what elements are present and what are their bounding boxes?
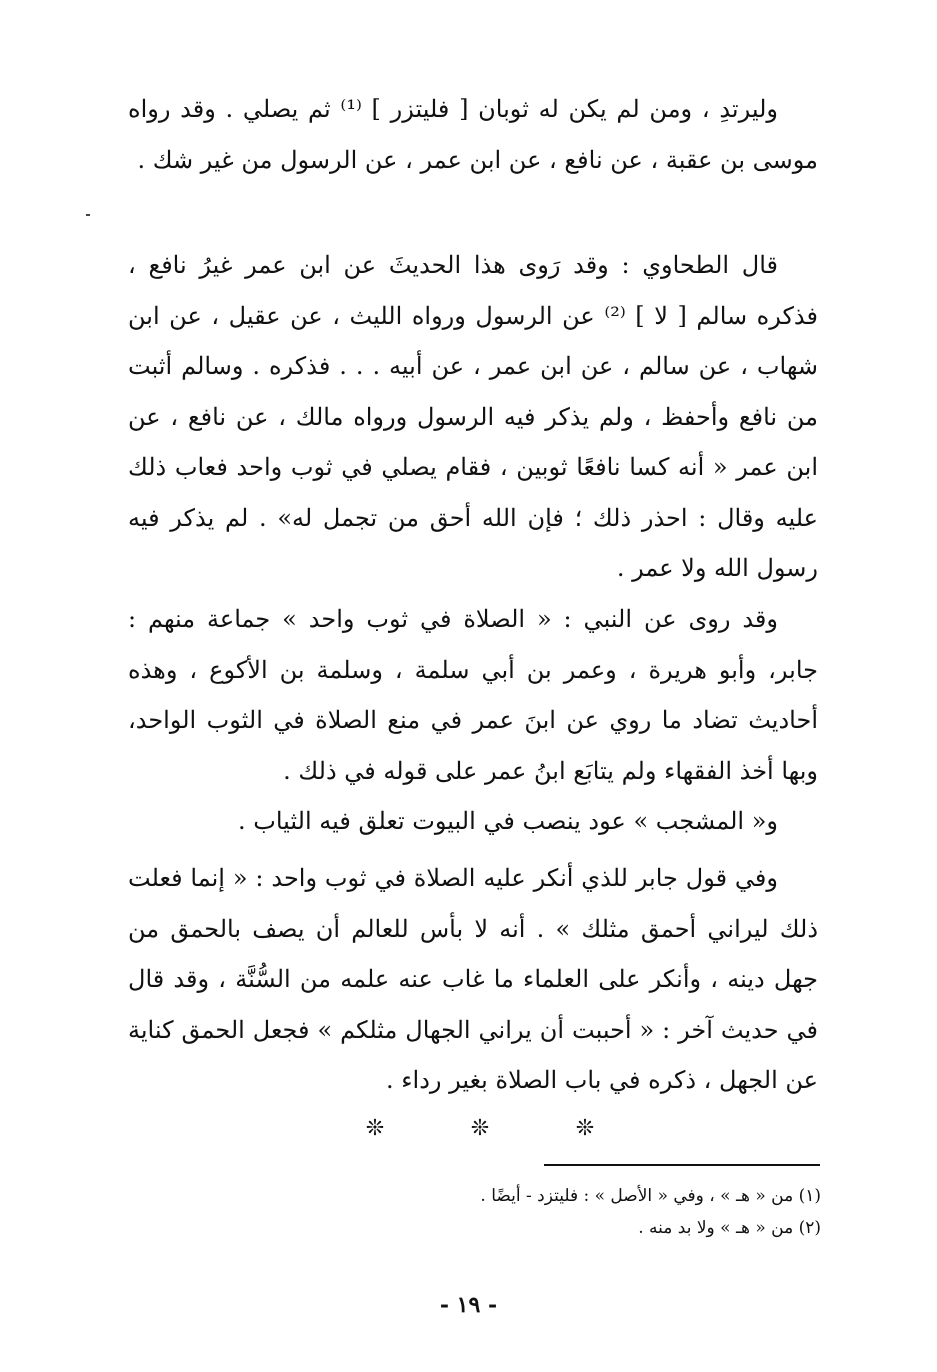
separator-star-2: ❊ bbox=[470, 1116, 490, 1141]
paragraph-1: وليرتدِ ، ومن لم يكن له ثوبان [ فليتزر ] ⁽¹⁾ ثم يصلي . وقد رواه موسى بن عقبة ، عن نافع ، عن ابن عمر ، عن الرسول من غير شك . bbox=[128, 95, 818, 174]
footnotes bbox=[221, 1180, 821, 1244]
paragraph-2: قال الطحاوي : وقد رَوى هذا الحديثَ عن ابن عمر غيرُ نافع ، فذكره سالم [ لا ] ⁽²⁾ عن الرسول ورواه الليث ، عن عقيل ، عن ابن شهاب ، عن سالم ، عن ابن عمر ، عن أبيه . . . فذكره . وسالم أثبت من نافع وأحفظ ، ولم يذكر فيه الرسول ورواه مالك ، عن نافع ، عن ابن عمر « أنه كسا نافعًا ثوبين ، فقام يصلي في ثوب واحد فعاب ذلك عليه وقال : احذر ذلك ؛ فإن الله أحق من تجمل له» . لم يذكر فيه رسول الله ولا عمر . bbox=[128, 251, 818, 582]
paragraph-3: وقد روى عن النبي : « الصلاة في ثوب واحد » جماعة منهم : جابر، وأبو هريرة ، وعمر بن أبي سلمة ، وسلمة بن الأكوع ، وهذه أحاديث تضاد ما روي عن ابنَ عمر في منع الصلاة في الثوب الواحد، وبها أخذ الفقهاء ولم يتابَع ابنُ عمر على قوله في ذلك . bbox=[128, 605, 818, 785]
paragraph-5: وفي قول جابر للذي أنكر عليه الصلاة في ثوب واحد : « إنما فعلت ذلك ليراني أحمق مثلك » . أنه لا بأس للعالم أن يصف بالحمق من جهل دينه ، وأنكر على العلماء ما غاب عنه علمه من السُّنَّة ، وقد قال في حديث آخر : « أحببت أن يراني الجهال مثلكم » فجعل الحمق كناية عن الجهل ، ذكره في باب الصلاة بغير رداء . bbox=[128, 864, 818, 1094]
separator-star-3: ❊ bbox=[365, 1116, 385, 1141]
separator-star-1: ❊ bbox=[575, 1116, 595, 1141]
paragraph-4: و« المشجب » عود ينصب في البيوت تعلق فيه الثياب . bbox=[237, 807, 778, 835]
section-separator bbox=[360, 1114, 600, 1144]
footnote-divider bbox=[544, 1164, 820, 1166]
footnote-2: (٢) من « هـ » ولا بد منه . bbox=[638, 1218, 821, 1238]
footnote-1: (١) من « هـ » ، وفي « الأصل » : فليتزد - أيضًا . bbox=[480, 1186, 821, 1206]
margin-mark bbox=[86, 214, 90, 216]
page-number: - ١٩ - bbox=[439, 1292, 498, 1318]
